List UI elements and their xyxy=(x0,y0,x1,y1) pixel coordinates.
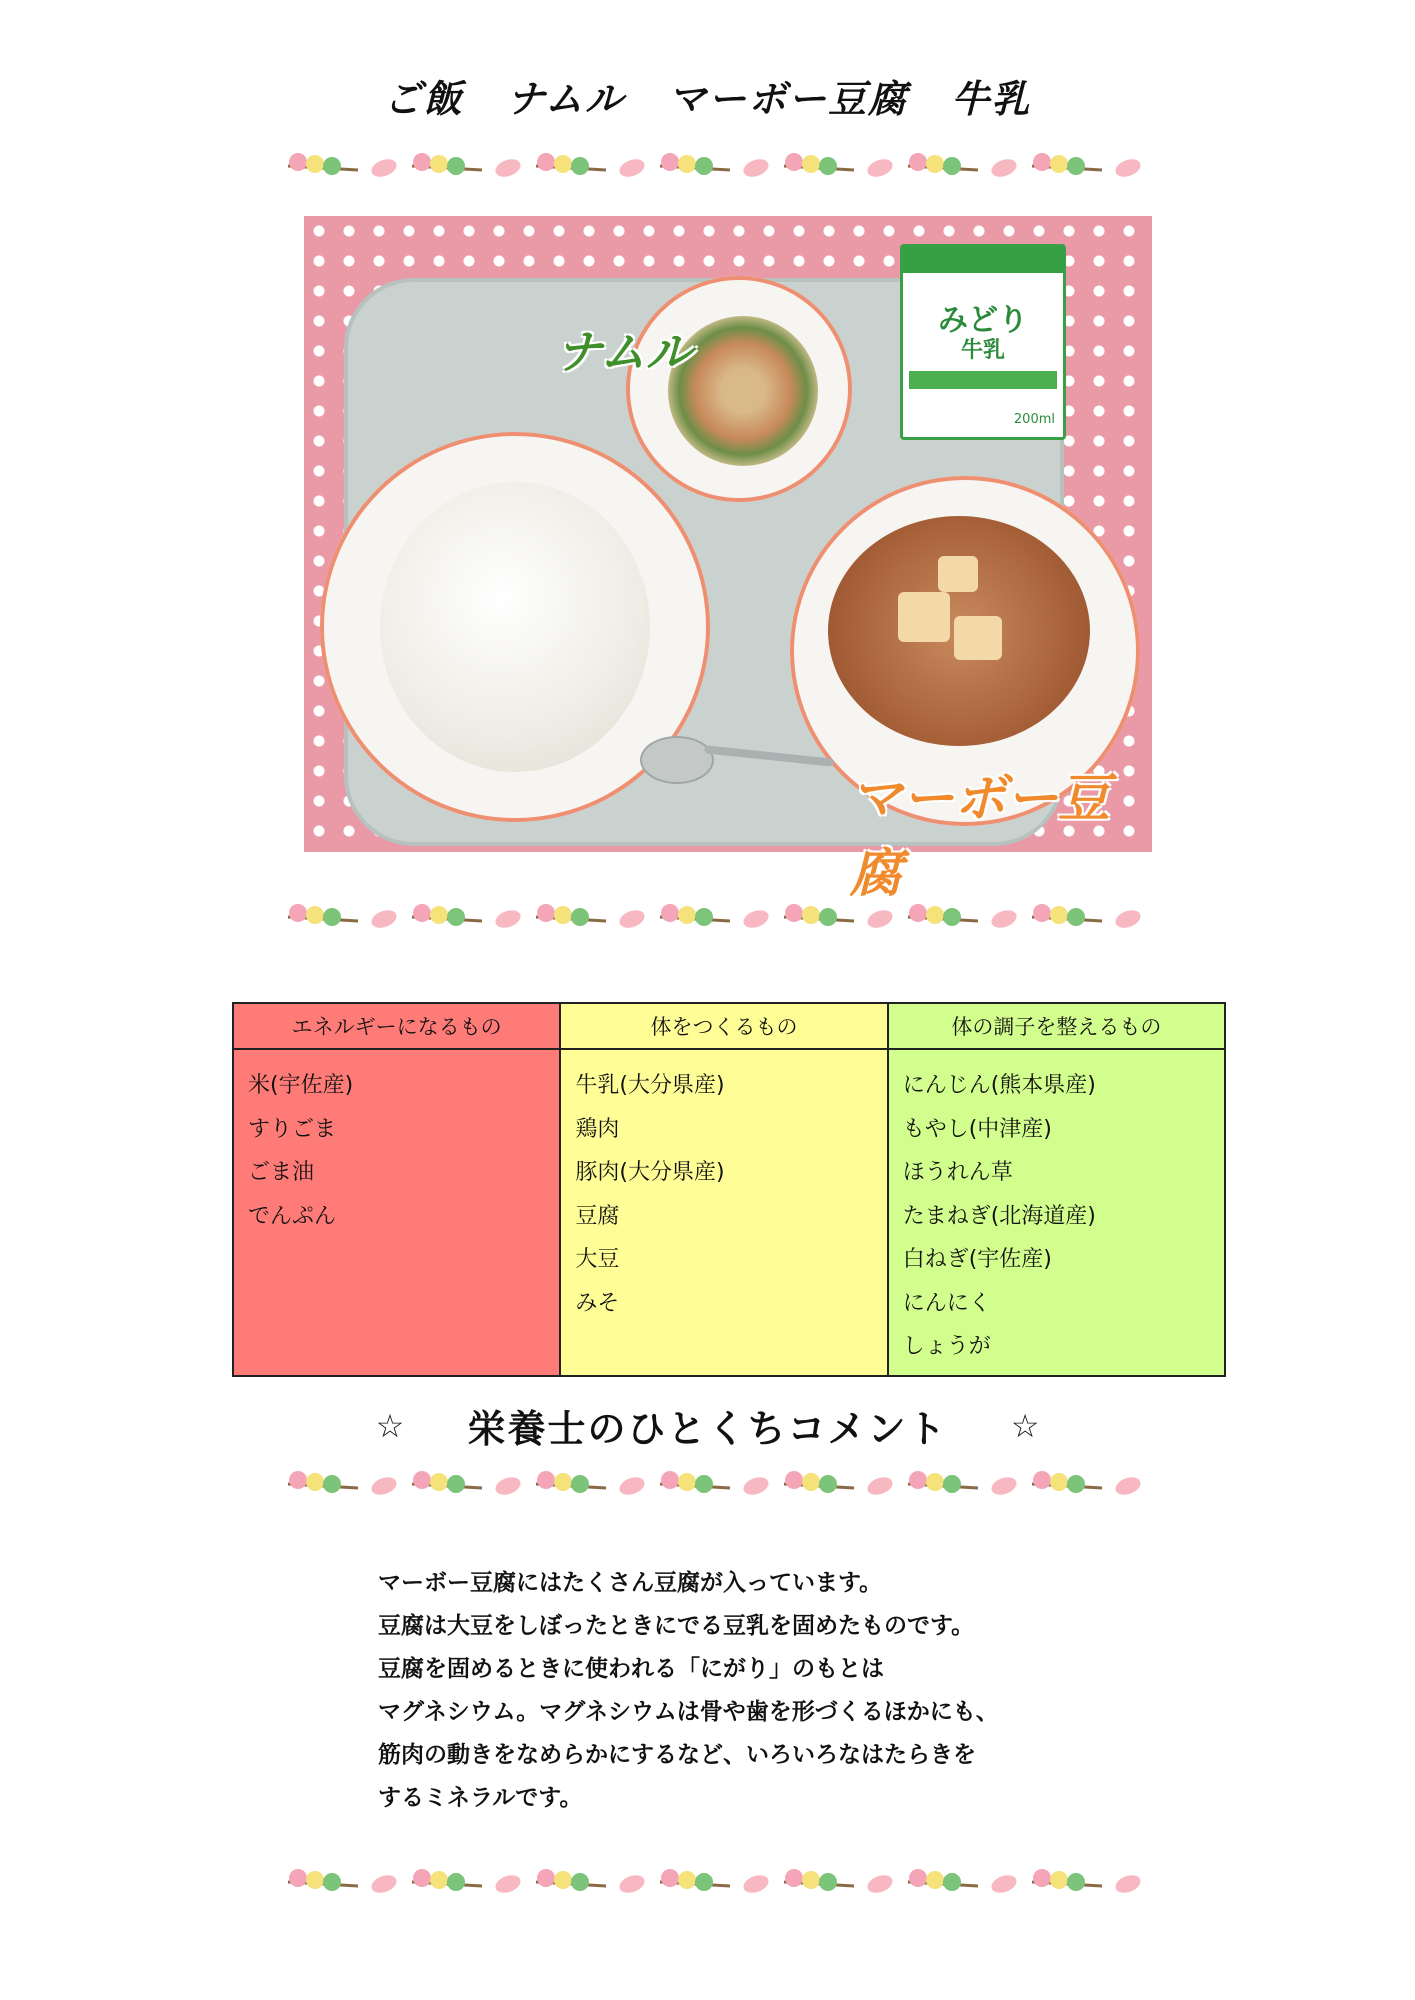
dango-icon xyxy=(660,1471,730,1493)
photo-label-namul: ナムル xyxy=(556,325,692,379)
petal-icon xyxy=(1113,907,1143,931)
dango-icon xyxy=(784,1471,854,1493)
comment-line: 筋肉の動きをなめらかにするなど、いろいろなはたらきを xyxy=(378,1742,976,1768)
body-item: 豚肉(大分県産) xyxy=(575,1160,725,1185)
body-item: 牛乳(大分県産) xyxy=(575,1073,725,1098)
dango-icon xyxy=(412,1869,482,1891)
title-milk: 牛乳 xyxy=(951,77,1032,121)
petal-icon xyxy=(741,1872,771,1896)
condition-item: もやし(中津産) xyxy=(902,1116,1052,1142)
dango-icon xyxy=(288,1471,358,1493)
comment-line: するミネラルです。 xyxy=(378,1785,583,1811)
condition-item: しょうが xyxy=(902,1334,991,1359)
comment-line: マグネシウム。マグネシウムは骨や歯を形づくるほかにも、 xyxy=(378,1699,999,1725)
petal-icon xyxy=(989,907,1019,931)
petal-icon xyxy=(741,156,771,180)
energy-item: ごま油 xyxy=(248,1160,315,1185)
petal-icon xyxy=(1113,1474,1143,1498)
dango-icon xyxy=(908,1869,978,1891)
condition-item: ほうれん草 xyxy=(902,1160,1013,1185)
petal-icon xyxy=(617,156,647,180)
decorative-border-comment xyxy=(278,1462,1138,1502)
decorative-border-top xyxy=(278,144,1138,184)
dango-icon xyxy=(784,904,854,926)
dango-icon xyxy=(1032,1471,1102,1493)
petal-icon xyxy=(865,907,895,931)
tofu-cube xyxy=(954,616,1002,660)
energy-item: すりごま xyxy=(248,1116,337,1142)
petal-icon xyxy=(617,1872,647,1896)
petal-icon xyxy=(741,1474,771,1498)
page-title xyxy=(0,68,1415,123)
petal-icon xyxy=(865,1872,895,1896)
decorative-border-bottom xyxy=(278,1860,1138,1900)
namul-plate xyxy=(626,276,852,502)
energy-item: 米(宇佐産) xyxy=(248,1073,354,1098)
dango-icon xyxy=(660,153,730,175)
dango-icon xyxy=(288,904,358,926)
spoon xyxy=(640,736,714,784)
meal-photo xyxy=(304,216,1152,904)
dango-icon xyxy=(908,153,978,175)
body-item: 大豆 xyxy=(575,1247,620,1272)
petal-icon xyxy=(989,1474,1019,1498)
petal-icon xyxy=(989,156,1019,180)
condition-column xyxy=(888,1049,1225,1376)
petal-icon xyxy=(369,1872,399,1896)
petal-icon xyxy=(989,1872,1019,1896)
energy-column xyxy=(233,1049,560,1376)
condition-item: 白ねぎ(宇佐産) xyxy=(902,1247,1052,1272)
petal-icon xyxy=(369,1474,399,1498)
dango-icon xyxy=(536,1869,606,1891)
nutrition-body-row xyxy=(233,1049,1225,1376)
milk-name: 牛乳 xyxy=(960,338,1005,363)
petal-icon xyxy=(493,1872,523,1896)
milk-brand: みどり xyxy=(938,303,1028,338)
title-mapo-tofu: マーボー豆腐 xyxy=(668,77,909,121)
petal-icon xyxy=(1113,156,1143,180)
nutrition-header-row xyxy=(233,1003,1225,1049)
petal-icon xyxy=(617,1474,647,1498)
body-item: みそ xyxy=(575,1290,620,1316)
body-item: 豆腐 xyxy=(575,1203,620,1229)
condition-item: にんじん(熊本県産) xyxy=(902,1073,1096,1098)
dango-icon xyxy=(288,153,358,175)
body-item: 鶏肉 xyxy=(575,1116,620,1142)
energy-item: でんぷん xyxy=(248,1203,337,1229)
petal-icon xyxy=(741,907,771,931)
tofu-cube xyxy=(898,592,950,642)
dango-icon xyxy=(1032,1869,1102,1891)
dango-icon xyxy=(536,1471,606,1493)
petal-icon xyxy=(493,156,523,180)
comment-body xyxy=(378,1562,1138,1820)
milk-volume: 200ml xyxy=(1013,412,1055,427)
comment-title: 栄養士のひとくちコメント xyxy=(467,1407,948,1451)
dango-icon xyxy=(1032,904,1102,926)
comment-heading xyxy=(0,1398,1415,1453)
comment-line: マーボー豆腐にはたくさん豆腐が入っています。 xyxy=(378,1570,883,1596)
petal-icon xyxy=(493,1474,523,1498)
photo-label-mapo-tofu: マーボー豆腐 xyxy=(850,769,1111,904)
petal-icon xyxy=(369,156,399,180)
petal-icon xyxy=(493,907,523,931)
dango-icon xyxy=(412,904,482,926)
petal-icon xyxy=(865,156,895,180)
dango-icon xyxy=(660,904,730,926)
dango-icon xyxy=(536,153,606,175)
milk-carton-top xyxy=(903,247,1063,273)
dango-icon xyxy=(412,1471,482,1493)
tofu-cube xyxy=(938,556,978,592)
milk-band xyxy=(909,371,1057,389)
star-icon: ☆ xyxy=(375,1406,405,1445)
header-condition: 体の調子を整えるもの xyxy=(888,1003,1225,1049)
dango-icon xyxy=(536,904,606,926)
dango-icon xyxy=(784,1869,854,1891)
dango-icon xyxy=(412,153,482,175)
nutrition-table xyxy=(232,1002,1226,1377)
comment-line: 豆腐は大豆をしぼったときにでる豆乳を固めたものです。 xyxy=(378,1613,975,1639)
rice xyxy=(380,482,650,772)
petal-icon xyxy=(617,907,647,931)
title-rice: ご飯 xyxy=(383,77,464,121)
condition-item: にんにく xyxy=(902,1290,991,1316)
dango-icon xyxy=(908,1471,978,1493)
milk-carton xyxy=(900,244,1066,440)
header-body: 体をつくるもの xyxy=(560,1003,887,1049)
dango-icon xyxy=(908,904,978,926)
dango-icon xyxy=(660,1869,730,1891)
condition-item: たまねぎ(北海道産) xyxy=(902,1203,1096,1229)
dango-icon xyxy=(784,153,854,175)
petal-icon xyxy=(1113,1872,1143,1896)
title-namul: ナムル xyxy=(506,77,625,121)
dango-icon xyxy=(288,1869,358,1891)
star-icon: ☆ xyxy=(1010,1406,1040,1445)
petal-icon xyxy=(865,1474,895,1498)
header-energy: エネルギーになるもの xyxy=(233,1003,560,1049)
body-column xyxy=(560,1049,887,1376)
dango-icon xyxy=(1032,153,1102,175)
comment-line: 豆腐を固めるときに使われる「にがり」のもとは xyxy=(378,1656,884,1682)
mapo-tofu xyxy=(828,516,1090,746)
petal-icon xyxy=(369,907,399,931)
